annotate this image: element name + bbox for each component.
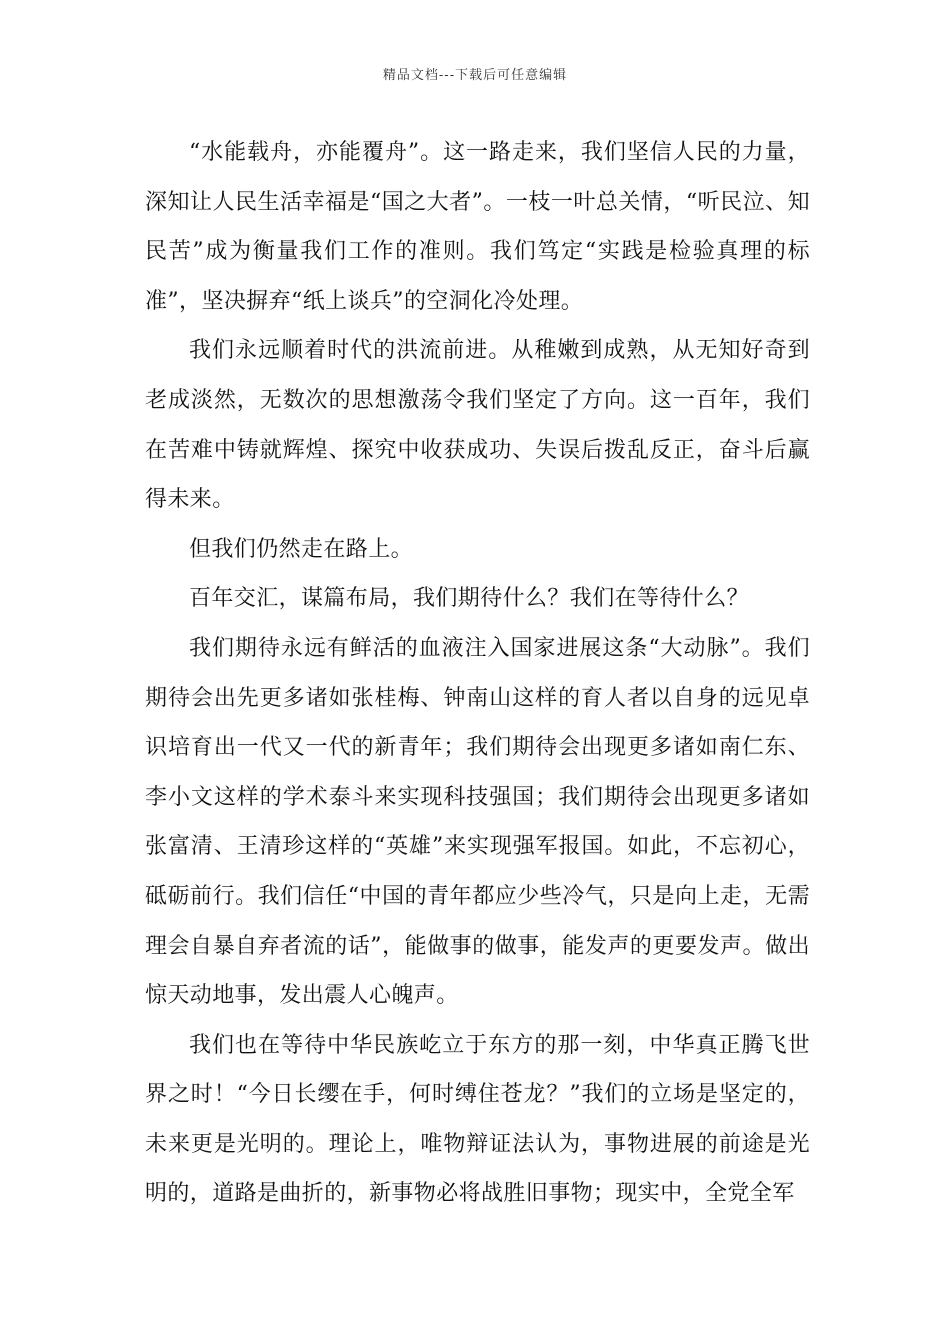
paragraph: 百年交汇，谋篇布局，我们期待什么？我们在等待什么？ xyxy=(189,586,750,612)
paragraph: 我们也在等待中华民族屹立于东方的那一刻，中华真正腾飞世界之时！“今日长缨在手，何时缚住苍龙？”我们的立场是坚定的，未来更是光明的。理论上，唯物辩证法认为，事物进展的前途是光明的，道路是曲折的，新事物必将战胜旧事物；现实中，全党全军 xyxy=(145,1032,810,1207)
paragraph: 我们永远顺着时代的洪流前进。从稚嫩到成熟，从无知好奇到老成淡然，无数次的思想激荡令我们坚定了方向。这一百年，我们在苦难中铸就辉煌、探究中收获成功、失误后拨乱反正，奋斗后赢得未来。 xyxy=(145,338,810,513)
page-header: 精品文档---下载后可任意编辑 xyxy=(382,68,568,83)
paragraph: 我们期待永远有鲜活的血液注入国家进展这条“大动脉”。我们期待会出先更多诸如张桂梅、钟南山这样的育人者以自身的远见卓识培育出一代又一代的新青年；我们期待会出现更多诸如南仁东、李小文这样的学术泰斗来实现科技强国；我们期待会出现更多诸如张富清、王清珍这样的“英雄”来实现强军报国。如此，不忘初心，砥砺前行。我们信任“中国的青年都应少些冷气，只是向上走，无需理会自暴自弃者流的话”，能做事的做事，能发声的更要发声。做出惊天动地事，发出震人心魄声。 xyxy=(145,635,810,1009)
paragraph: “水能载舟，亦能覆舟”。这一路走来，我们坚信人民的力量，深知让人民生活幸福是“国之大者”。一枝一叶总关情，“听民泣、知民苦”成为衡量我们工作的准则。我们笃定“实践是检验真理的标准”，坚决摒弃“纸上谈兵”的空洞化冷处理。 xyxy=(145,140,810,314)
paragraph: 但我们仍然走在路上。 xyxy=(189,536,414,562)
document-body xyxy=(145,128,810,1219)
